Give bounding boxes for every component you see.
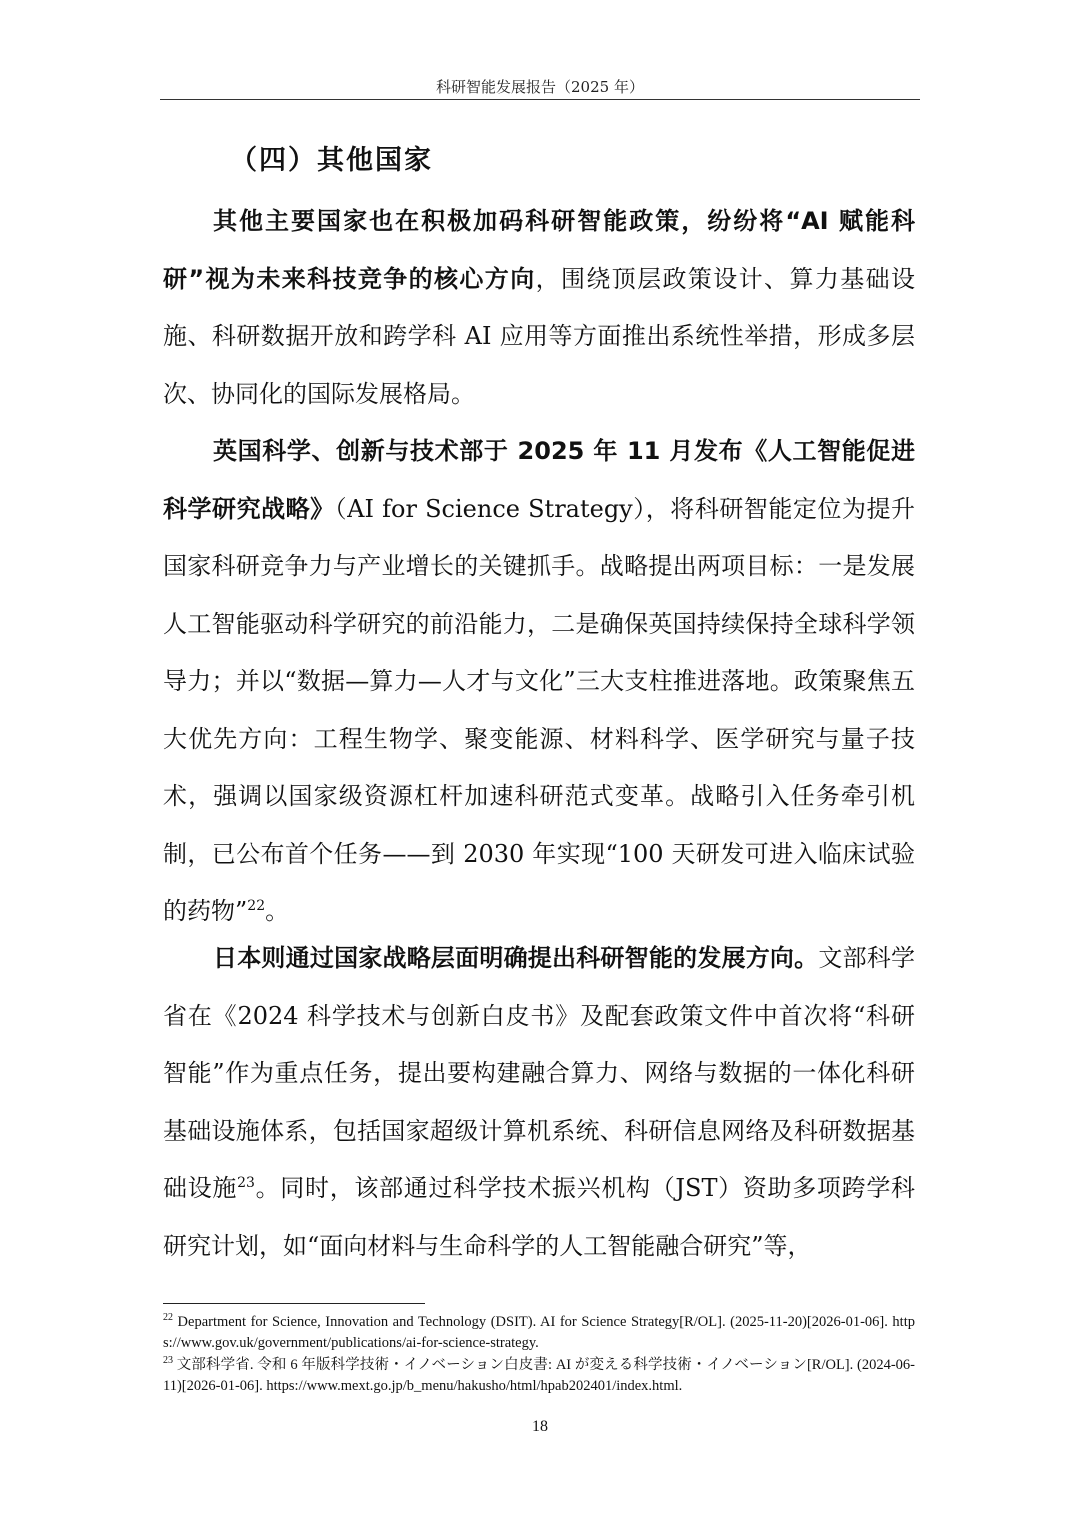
footnote-ref-23[interactable]: 23 [237, 1175, 255, 1191]
footnote-separator [163, 1303, 425, 1304]
header-rule [160, 99, 920, 100]
paragraph-body: （AI for Science Strategy），将科研智能定位为提升国家科研竞争力与产业增长的关键抓手。战略提出两项目标：一是发展人工智能驱动科学研究的前沿能力，二是确保英国持续保持全球科学领导力；并以“数据—算力—人才与文化”三大支柱推进落地。政策聚焦五大优先方向：工程生物学、聚变能源、材料科学、医学研究与量子技术，强调以国家级资源杠杆加速科研范式变革。战略引入任务牵引机制，已公布首个任务——到 2030 年实现“100 天研发可进入临床试验的药物” [163, 494, 915, 925]
footnote-text: Department for Science, Innovation and Technology (DSIT). AI for Science Strategy[R/OL]. (2025-11-20)[2026-01-06]. https://www.gov.uk/government/publications/ai-for-science-strategy. [163, 1314, 915, 1351]
running-header: 科研智能发展报告（2025 年） [436, 78, 644, 96]
paragraph-body: 文部科学省在《2024 科学技术与创新白皮书》及配套政策文件中首次将“科研智能”作为重点任务，提出要构建融合算力、网络与数据的一体化科研基础设施体系，包括国家超级计算机系统、科研信息网络及科研数据基础设施 [163, 944, 916, 1202]
paragraph-body: ，围绕顶层政策设计、算力基础设施、科研数据开放和跨学科 AI 应用等方面推出系统性举措，形成多层次、协同化的国际发展格局。 [163, 264, 915, 408]
footnote-number: 23 [163, 1355, 173, 1367]
paragraph-uk [163, 423, 915, 941]
footnote-22 [163, 1312, 915, 1354]
section-heading: （四）其他国家 [230, 145, 433, 176]
paragraph-other-countries [163, 193, 915, 423]
paragraph-lead: 日本则通过国家战略层面明确提出科研智能的发展方向。 [213, 944, 819, 972]
paragraph-lead: 英国科学、创新与技术部于 2025 年 11 月发布《人工智能促进科学研究战略》 [163, 437, 915, 523]
footnote-23 [163, 1355, 915, 1397]
footnote-number: 22 [163, 1312, 173, 1324]
page-number: 18 [532, 1418, 548, 1435]
paragraph-lead: 其他主要国家也在积极加码科研智能政策，纷纷将“AI 赋能科研”视为未来科技竞争的核心方向 [163, 207, 915, 293]
footnote-text: 文部科学省. 令和 6 年版科学技術・イノベーション白皮書: AI が変える科学技術・イノベーション[R/OL]. (2024-06-11)[2026-01-06]. https://www.mext.go.jp/b_menu/hakusho/html/hpab202401/index.html. [163, 1357, 915, 1394]
footnote-ref-22[interactable]: 22 [247, 898, 266, 914]
paragraph-tail: 。 [265, 897, 290, 925]
paragraph-body-continued: 。同时，该部通过科学技术振兴机构（JST）资助多项跨学科研究计划，如“面向材料与生命科学的人工智能融合研究”等， [163, 1174, 916, 1260]
paragraph-japan [163, 930, 915, 1275]
